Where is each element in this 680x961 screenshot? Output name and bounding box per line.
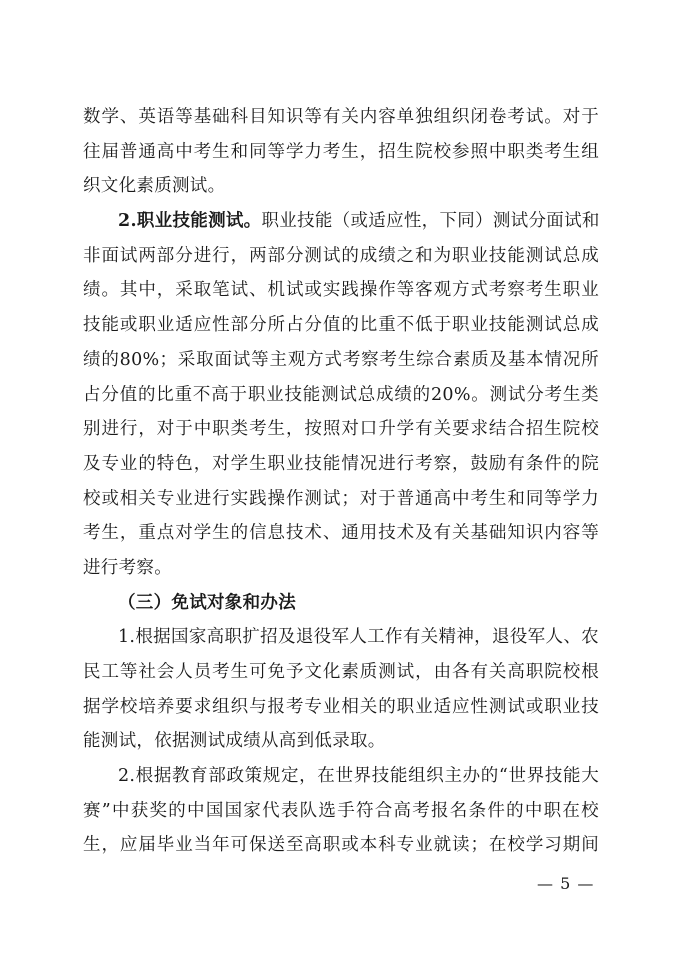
text-line: 民工等社会人员考生可免予文化素质测试，由各有关高职院校根 [83, 662, 599, 682]
subsection-lead: 2.职业技能测试。 [118, 211, 262, 232]
text-line: 织文化素质测试。 [83, 176, 226, 197]
text-line: 绩的80%；采取面试等主观方式考察考生综合素质及基本情况所 [83, 349, 599, 370]
text-line: 考生，重点对学生的信息技术、通用技术及有关基础知识内容等 [83, 523, 599, 544]
text-line: 及专业的特色，对学生职业技能情况进行考察，鼓励有条件的院 [83, 453, 599, 474]
text-line: 占分值的比重不高于职业技能测试总成绩的20%。测试分考生类 [83, 384, 599, 405]
text-line: 绩。其中，采取笔试、机试或实践操作等客观方式考察考生职业 [83, 280, 599, 301]
text-line: 数学、英语等基础科目知识等有关内容单独组织闭卷考试。对于 [83, 107, 599, 127]
text-run: 职业技能（或适应性，下同）测试分面试和 [261, 211, 600, 232]
text-line: 技能或职业适应性部分所占分值的比重不低于职业技能测试总成 [83, 315, 599, 336]
paragraph-first-line [83, 204, 599, 239]
paragraph-first-line: 1.根据国家高职扩招及退役军人工作有关精神，退役军人、农 [118, 627, 599, 648]
text-line: 校或相关专业进行实践操作测试；对于普通高中考生和同等学力 [83, 488, 599, 509]
document-body [83, 100, 599, 863]
text-line: 赛”中获奖的中国国家代表队选手符合高考报名条件的中职在校 [83, 800, 599, 821]
text-line: 往届普通高中考生和同等学力考生，招生院校参照中职类考生组 [83, 141, 599, 162]
text-line: 非面试两部分进行，两部分测试的成绩之和为职业技能测试总成 [83, 245, 599, 266]
text-line: 别进行，对于中职类考生，按照对口升学有关要求结合招生院校 [83, 419, 599, 440]
page-number: — 5 — [537, 874, 595, 893]
paragraph-first-line: 2.根据教育部政策规定，在世界技能组织主办的“世界技能大 [118, 766, 599, 787]
section-heading: （三）免试对象和办法 [118, 592, 296, 613]
text-line: 据学校培养要求组织与报考专业相关的职业适应性测试或职业技 [83, 696, 599, 717]
text-line: 能测试，依据测试成绩从高到低录取。 [83, 731, 386, 752]
text-line: 进行考察。 [83, 557, 172, 578]
text-line: 生，应届毕业当年可保送至高职或本科专业就读；在校学习期间 [83, 835, 599, 856]
